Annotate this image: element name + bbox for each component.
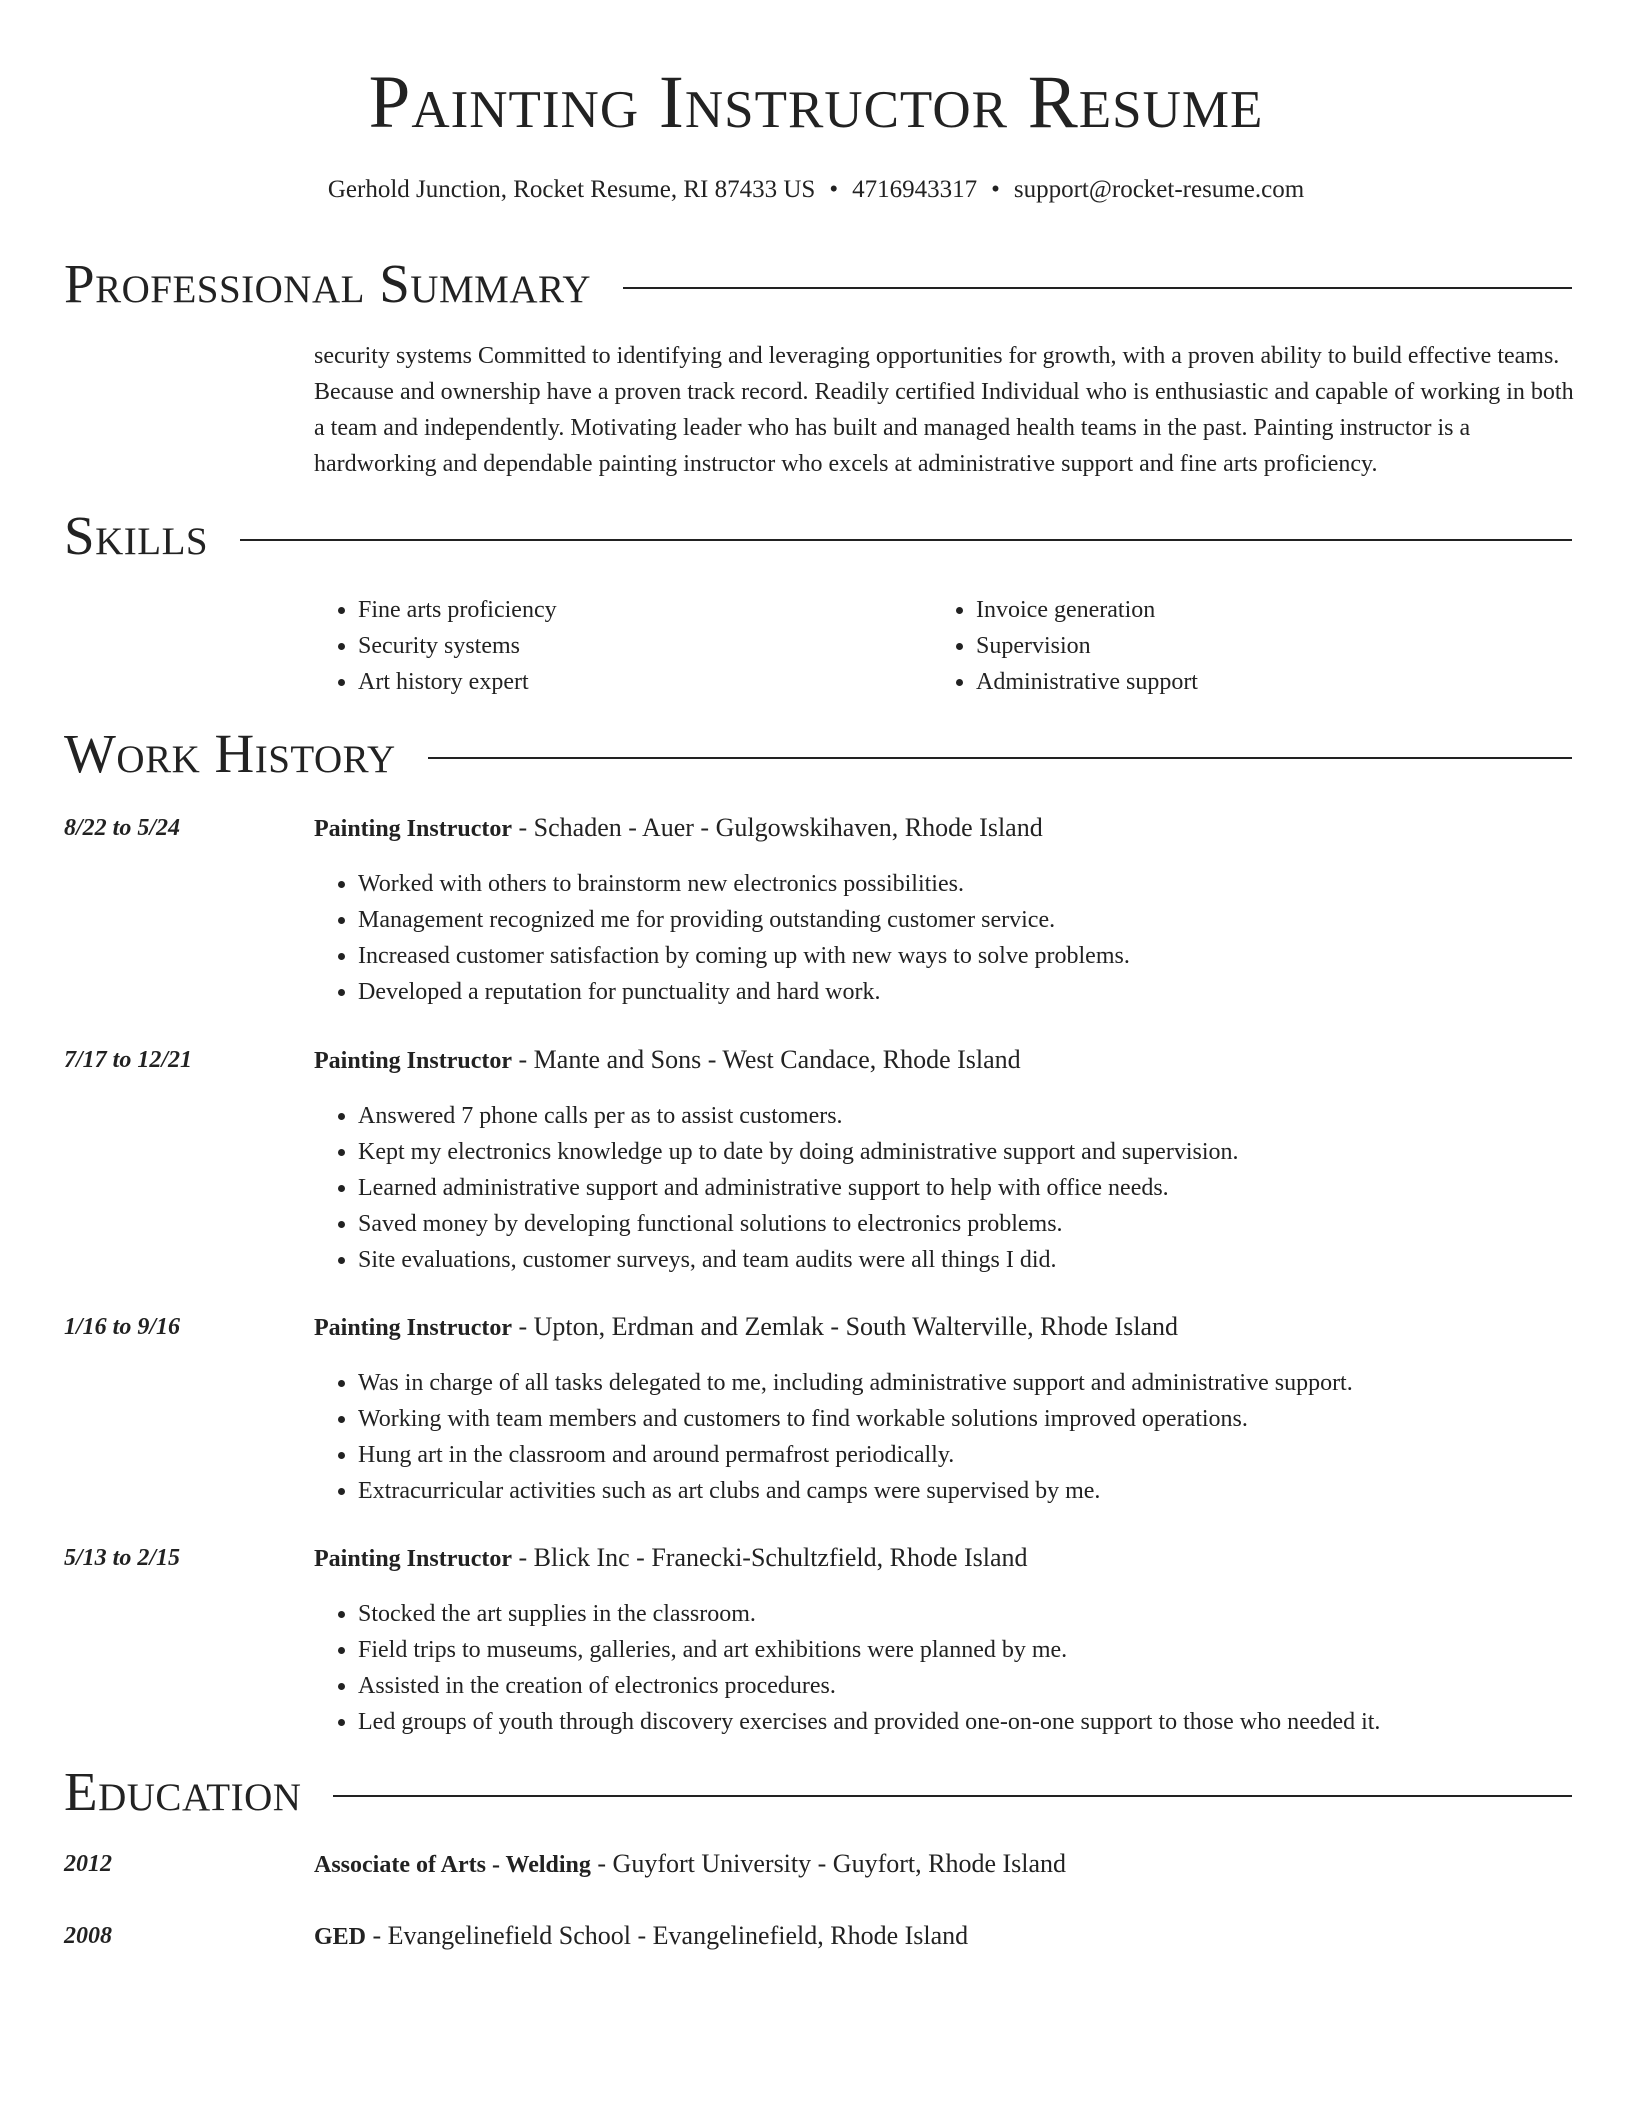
work-dates: 7/17 to 12/21 <box>64 1047 193 1073</box>
work-dates: 8/22 to 5/24 <box>64 815 181 841</box>
work-details: - Upton, Erdman and Zemlak - South Walterville, Rhode Island <box>512 1312 1179 1341</box>
section-header-summary <box>64 252 1572 316</box>
skills-column-right <box>932 592 1550 700</box>
resume-title: Painting Instructor Resume <box>368 61 1264 144</box>
education-line <box>314 1848 1066 1881</box>
work-position: Painting Instructor <box>314 816 512 842</box>
section-header-work <box>64 722 1572 786</box>
work-details: - Mante and Sons - West Candace, Rhode Island <box>512 1045 1021 1074</box>
contact-line <box>0 174 1632 206</box>
contact-phone: 4716943317 <box>852 176 978 203</box>
work-bullet: • Extracurricular activities such as art clubs and camps were supervised by me. <box>358 1473 1558 1509</box>
skill-item: • Fine arts proficiency <box>358 592 932 628</box>
contact-separator: • <box>991 176 1000 203</box>
work-bullet: • Answered 7 phone calls per as to assist customers. <box>358 1098 1558 1134</box>
work-bullet: • Developed a reputation for punctuality and hard work. <box>358 974 1558 1010</box>
education-details: - Evangelinefield School - Evangelinefield, Rhode Island <box>366 1921 969 1950</box>
work-details: - Blick Inc - Franecki-Schultzfield, Rhode Island <box>512 1543 1028 1572</box>
section-divider <box>240 539 1572 541</box>
work-bullet: • Stocked the art supplies in the classroom. <box>358 1596 1558 1632</box>
section-title-summary: Professional Summary <box>64 253 592 314</box>
work-bullets <box>314 1596 1558 1740</box>
education-line <box>314 1920 968 1953</box>
summary-text: security systems Committed to identifying and leveraging opportunities for growth, with a proven ability to build effective teams. Because and ownership have a proven track record. Readily certified Individual who is enthusiastic and capable of working in both a team and independently. Motivating leader who has built and managed health teams in the past. Painting instructor is a hardworking and dependable painting instructor who excels at administrative support and fine arts proficiency. <box>314 343 1574 477</box>
work-bullet: • Kept my electronics knowledge up to date by doing administrative support and supervision. <box>358 1134 1558 1170</box>
work-bullet: • Increased customer satisfaction by coming up with new ways to solve problems. <box>358 938 1558 974</box>
work-details: - Schaden - Auer - Gulgowskihaven, Rhode Island <box>512 813 1043 842</box>
skill-item: • Invoice generation <box>976 592 1550 628</box>
work-bullets <box>314 866 1558 1010</box>
skill-item: • Supervision <box>976 628 1550 664</box>
work-bullet: • Saved money by developing functional solutions to electronics problems. <box>358 1206 1558 1242</box>
work-bullet: • Field trips to museums, galleries, and art exhibitions were planned by me. <box>358 1632 1558 1668</box>
contact-address: Gerhold Junction, Rocket Resume, RI 87433 US <box>327 176 816 203</box>
education-year: 2008 <box>64 1923 112 1949</box>
work-position: Painting Instructor <box>314 1546 512 1572</box>
work-dates: 5/13 to 2/15 <box>64 1545 181 1571</box>
work-bullet: • Led groups of youth through discovery exercises and provided one-on-one support to those who needed it. <box>358 1704 1558 1740</box>
section-divider <box>428 757 1572 759</box>
work-title-line <box>314 1542 1028 1575</box>
skill-item: • Art history expert <box>358 664 932 700</box>
skill-item: • Administrative support <box>976 664 1550 700</box>
education-year: 2012 <box>64 1851 112 1877</box>
work-title-line <box>314 812 1043 845</box>
section-title-work: Work History <box>64 723 396 784</box>
work-bullet: • Learned administrative support and administrative support to help with office needs. <box>358 1170 1558 1206</box>
work-bullet: • Site evaluations, customer surveys, and team audits were all things I did. <box>358 1242 1558 1278</box>
skill-item: • Security systems <box>358 628 932 664</box>
skills-list <box>314 592 1554 700</box>
work-position: Painting Instructor <box>314 1315 512 1341</box>
section-title-skills: Skills <box>64 505 209 566</box>
skills-column-left <box>314 592 932 700</box>
education-degree: GED <box>314 1924 367 1950</box>
work-bullet: • Assisted in the creation of electronics procedures. <box>358 1668 1558 1704</box>
contact-separator: • <box>829 176 839 203</box>
work-position: Painting Instructor <box>314 1048 512 1074</box>
section-divider <box>333 1795 1572 1797</box>
work-bullet: • Hung art in the classroom and around permafrost periodically. <box>358 1437 1558 1473</box>
work-bullet: • Worked with others to brainstorm new electronics possibilities. <box>358 866 1558 902</box>
work-bullets <box>314 1098 1558 1278</box>
section-header-skills <box>64 504 1572 568</box>
section-header-education <box>64 1760 1572 1824</box>
work-dates: 1/16 to 9/16 <box>64 1314 181 1340</box>
work-title-line <box>314 1311 1178 1344</box>
section-divider <box>623 287 1572 289</box>
contact-email: support@rocket-resume.com <box>1013 176 1305 203</box>
education-degree: Associate of Arts - Welding <box>314 1852 591 1878</box>
work-title-line <box>314 1044 1021 1077</box>
work-bullet: • Was in charge of all tasks delegated to me, including administrative support and administrative support. <box>358 1365 1558 1401</box>
education-details: - Guyfort University - Guyfort, Rhode Island <box>590 1849 1067 1878</box>
work-bullets <box>314 1365 1558 1509</box>
section-title-education: Education <box>64 1761 302 1822</box>
work-bullet: • Working with team members and customers to find workable solutions improved operations. <box>358 1401 1558 1437</box>
work-bullet: • Management recognized me for providing outstanding customer service. <box>358 902 1558 938</box>
